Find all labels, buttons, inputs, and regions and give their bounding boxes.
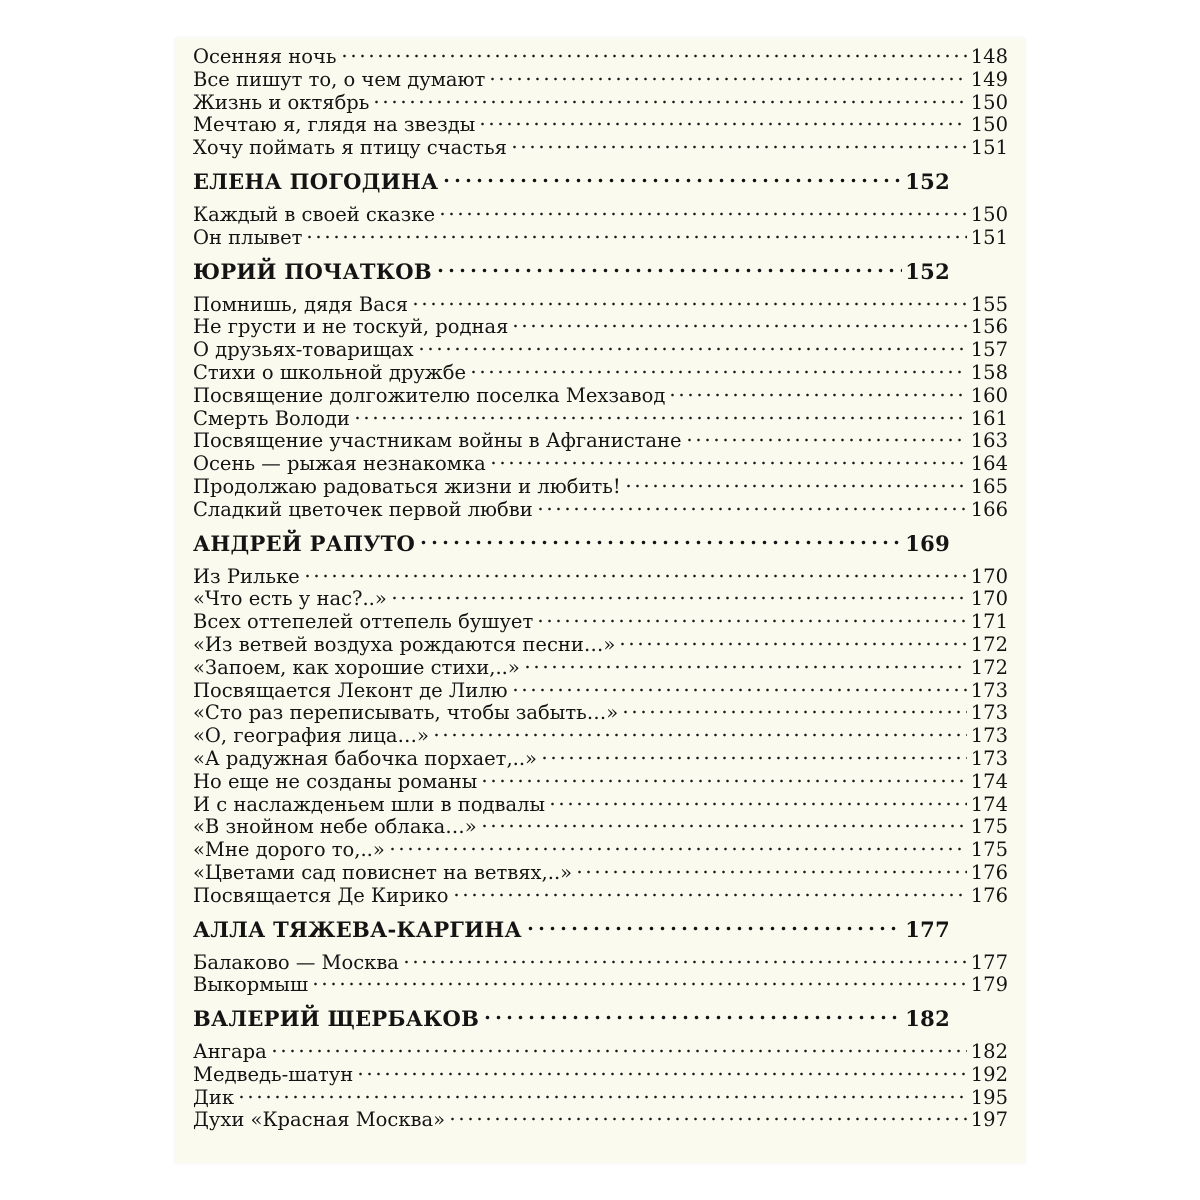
entry-title: Не грусти и не тоскуй, родная bbox=[193, 315, 509, 339]
entry-page-number: 163 bbox=[970, 429, 1008, 453]
entry-title: Осенняя ночь bbox=[193, 45, 337, 68]
toc-entry[interactable] bbox=[193, 611, 1008, 634]
toc-entry[interactable] bbox=[193, 862, 1008, 885]
toc-entry[interactable] bbox=[193, 816, 1008, 839]
entry-page-number: 151 bbox=[970, 136, 1008, 160]
dot-leader bbox=[523, 664, 967, 670]
entry-page-number: 174 bbox=[970, 792, 1008, 816]
entry-title: Из Рильке bbox=[193, 564, 300, 588]
entry-page-number: 171 bbox=[970, 610, 1008, 634]
dot-leader bbox=[402, 959, 967, 965]
author-name: ЕЛЕНА ПОГОДИНА bbox=[193, 168, 439, 194]
entry-page-number: 161 bbox=[970, 406, 1008, 430]
dot-leader bbox=[353, 415, 967, 421]
entry-page-number: 173 bbox=[970, 701, 1008, 725]
entry-page-number: 179 bbox=[970, 973, 1008, 997]
dot-leader bbox=[525, 925, 902, 932]
entry-page-number: 173 bbox=[970, 678, 1008, 702]
dot-leader bbox=[488, 76, 967, 82]
dot-leader bbox=[510, 144, 967, 150]
entry-title: Но еще не созданы романы bbox=[193, 769, 478, 793]
toc-entry[interactable] bbox=[193, 476, 1008, 499]
dot-leader bbox=[469, 369, 967, 375]
dot-leader bbox=[432, 732, 967, 738]
author-section bbox=[193, 256, 1008, 522]
entry-title: «Сто раз переписывать, чтобы забыть…» bbox=[193, 701, 619, 725]
entry-page-number: 175 bbox=[970, 838, 1008, 862]
toc-entry[interactable] bbox=[193, 430, 1008, 453]
author-page-number: 169 bbox=[905, 530, 950, 556]
author-name: ВАЛЕРИЙ ЩЕРБАКОВ bbox=[193, 1006, 480, 1032]
dot-leader bbox=[390, 595, 967, 601]
dot-leader bbox=[372, 99, 967, 105]
toc-entry[interactable] bbox=[193, 227, 1008, 250]
author-name: АНДРЕЙ РАПУТО bbox=[193, 530, 416, 556]
toc-entry[interactable] bbox=[193, 1041, 1008, 1064]
entry-page-number: 156 bbox=[970, 315, 1008, 339]
dot-leader bbox=[438, 211, 967, 217]
entry-title: Хочу поймать я птицу счастья bbox=[193, 136, 507, 160]
toc-entry[interactable] bbox=[193, 385, 1008, 408]
entry-group bbox=[193, 46, 1008, 160]
entry-page-number: 197 bbox=[970, 1108, 1008, 1132]
entry-page-number: 148 bbox=[970, 45, 1008, 68]
entry-title: «Мне дорого то,..» bbox=[193, 838, 385, 862]
author-section bbox=[193, 914, 1008, 998]
dot-leader bbox=[388, 846, 967, 852]
toc-entry[interactable] bbox=[193, 771, 1008, 794]
author-section bbox=[193, 1003, 1008, 1132]
dot-leader bbox=[511, 687, 967, 693]
entry-title: «Что есть у нас?..» bbox=[193, 587, 387, 611]
entry-page-number: 192 bbox=[970, 1062, 1008, 1086]
entry-page-number: 173 bbox=[970, 724, 1008, 748]
dot-leader bbox=[417, 346, 967, 352]
toc-entry[interactable] bbox=[193, 839, 1008, 862]
dot-leader bbox=[411, 301, 967, 307]
dot-leader bbox=[540, 755, 967, 761]
dot-leader bbox=[621, 709, 967, 715]
entry-title: Всех оттепелей оттепель бушует bbox=[193, 610, 534, 634]
entry-title: Помнишь, дядя Вася bbox=[193, 292, 409, 316]
toc-entry[interactable] bbox=[193, 499, 1008, 522]
entry-page-number: 149 bbox=[970, 67, 1008, 91]
toc-entry[interactable] bbox=[193, 408, 1008, 431]
toc-entry[interactable] bbox=[193, 339, 1008, 362]
toc-entry[interactable] bbox=[193, 114, 1008, 137]
author-page-number: 152 bbox=[905, 168, 950, 194]
toc-entry[interactable] bbox=[193, 1087, 1008, 1110]
entry-title: О друзьях-товарищах bbox=[193, 338, 414, 362]
dot-leader bbox=[685, 437, 967, 443]
toc-entry[interactable] bbox=[193, 952, 1008, 975]
entry-page-number: 160 bbox=[970, 383, 1008, 407]
entry-title: Стихи о школьной дружбе bbox=[193, 360, 467, 384]
author-heading[interactable] bbox=[193, 166, 950, 198]
author-page-number: 177 bbox=[905, 916, 950, 942]
entry-title: «Цветами сад повиснет на ветвях,..» bbox=[193, 860, 573, 884]
author-heading[interactable] bbox=[193, 1003, 950, 1035]
entry-page-number: 195 bbox=[970, 1085, 1008, 1109]
toc-entry[interactable] bbox=[193, 316, 1008, 339]
entry-title: Каждый в своей сказке bbox=[193, 202, 436, 226]
entry-page-number: 155 bbox=[970, 292, 1008, 316]
dot-leader bbox=[536, 618, 967, 624]
toc-entry[interactable] bbox=[193, 974, 1008, 997]
dot-leader bbox=[489, 460, 967, 466]
entry-title: Посвящение участникам войны в Афганистане bbox=[193, 429, 682, 453]
entry-title: «О, география лица…» bbox=[193, 724, 429, 748]
entry-page-number: 182 bbox=[970, 1040, 1008, 1064]
entry-title: Духи «Красная Москва» bbox=[193, 1108, 446, 1132]
dot-leader bbox=[311, 981, 967, 987]
entry-page-number: 173 bbox=[970, 746, 1008, 770]
dot-leader bbox=[548, 801, 967, 807]
dot-leader bbox=[356, 1071, 967, 1077]
entry-title: Жизнь и октябрь bbox=[193, 90, 370, 114]
dot-leader bbox=[511, 323, 967, 329]
author-name: ЮРИЙ ПОЧАТКОВ bbox=[193, 258, 432, 284]
entry-title: Все пишут то, о чем думают bbox=[193, 67, 486, 91]
dot-leader bbox=[624, 483, 967, 489]
author-section bbox=[193, 528, 1008, 908]
entry-title: Выкормыш bbox=[193, 973, 309, 997]
dot-leader bbox=[618, 641, 967, 647]
toc-entry[interactable] bbox=[193, 748, 1008, 771]
toc-entry[interactable] bbox=[193, 46, 1008, 69]
dot-leader bbox=[575, 869, 967, 875]
dot-leader bbox=[478, 121, 967, 127]
author-section bbox=[193, 166, 1008, 250]
toc-entry[interactable] bbox=[193, 1064, 1008, 1087]
entry-title: Балаково — Москва bbox=[193, 950, 399, 974]
entry-title: Ангара bbox=[193, 1040, 267, 1064]
entry-page-number: 177 bbox=[970, 950, 1008, 974]
entry-title: «Запоем, как хорошие стихи,..» bbox=[193, 655, 520, 679]
toc-entry[interactable] bbox=[193, 137, 1008, 160]
author-page-number: 182 bbox=[905, 1006, 950, 1032]
dot-leader bbox=[340, 53, 968, 59]
toc-entry[interactable] bbox=[193, 453, 1008, 476]
dot-leader bbox=[237, 1094, 967, 1100]
dot-leader bbox=[270, 1048, 967, 1054]
entry-page-number: 176 bbox=[970, 883, 1008, 907]
entry-page-number: 150 bbox=[970, 90, 1008, 114]
dot-leader bbox=[452, 892, 967, 898]
entry-page-number: 175 bbox=[970, 815, 1008, 839]
entry-page-number: 150 bbox=[970, 202, 1008, 226]
author-name: АЛЛА ТЯЖЕВА-КАРГИНА bbox=[193, 916, 522, 942]
dot-leader bbox=[482, 1014, 902, 1021]
toc-entry[interactable] bbox=[193, 725, 1008, 748]
entry-title: Медведь-шатун bbox=[193, 1062, 354, 1086]
toc-entry[interactable] bbox=[193, 588, 1008, 611]
toc-entry[interactable] bbox=[193, 69, 1008, 92]
entry-page-number: 170 bbox=[970, 564, 1008, 588]
entry-title: Дик bbox=[193, 1085, 235, 1109]
entry-title: И с наслажденьем шли в подвалы bbox=[193, 792, 546, 816]
entry-title: Продолжаю радоваться жизни и любить! bbox=[193, 474, 621, 498]
author-heading[interactable] bbox=[193, 528, 950, 560]
dot-leader bbox=[668, 392, 967, 398]
author-page-number: 152 bbox=[905, 258, 950, 284]
entry-title: «В знойном небе облака…» bbox=[193, 815, 477, 839]
entry-page-number: 164 bbox=[970, 452, 1008, 476]
toc-entry[interactable] bbox=[193, 566, 1008, 589]
dot-leader bbox=[441, 177, 902, 184]
entry-title: Осень — рыжая незнакомка bbox=[193, 452, 486, 476]
entry-page-number: 151 bbox=[970, 225, 1008, 249]
dot-leader bbox=[536, 506, 967, 512]
dot-leader bbox=[480, 823, 967, 829]
entry-title: Посвящение долгожителю поселка Мехзавод bbox=[193, 383, 666, 407]
author-heading[interactable] bbox=[193, 256, 950, 288]
toc-entry[interactable] bbox=[193, 680, 1008, 703]
entry-title: Он плывет bbox=[193, 225, 303, 249]
toc-entry[interactable] bbox=[193, 634, 1008, 657]
dot-leader bbox=[448, 1116, 967, 1122]
toc-entry[interactable] bbox=[193, 294, 1008, 317]
entry-title: Посвящается Леконт де Лилю bbox=[193, 678, 508, 702]
toc-entry[interactable] bbox=[193, 92, 1008, 115]
entry-page-number: 165 bbox=[970, 474, 1008, 498]
toc-entry[interactable] bbox=[193, 885, 1008, 908]
entry-page-number: 170 bbox=[970, 587, 1008, 611]
dot-leader bbox=[435, 267, 902, 274]
entry-page-number: 166 bbox=[970, 497, 1008, 521]
entry-title: Мечтаю я, глядя на звезды bbox=[193, 113, 476, 137]
entry-page-number: 172 bbox=[970, 632, 1008, 656]
entry-title: «Из ветвей воздуха рождаются песни…» bbox=[193, 632, 616, 656]
table-of-contents bbox=[193, 46, 1008, 1132]
entry-page-number: 174 bbox=[970, 769, 1008, 793]
dot-leader bbox=[305, 234, 967, 240]
entry-page-number: 150 bbox=[970, 113, 1008, 137]
author-heading[interactable] bbox=[193, 914, 950, 946]
entry-title: Посвящается Де Кирико bbox=[193, 883, 449, 907]
entry-page-number: 157 bbox=[970, 338, 1008, 362]
entry-page-number: 172 bbox=[970, 655, 1008, 679]
toc-entry[interactable] bbox=[193, 657, 1008, 680]
dot-leader bbox=[418, 539, 902, 546]
entry-title: Сладкий цветочек первой любви bbox=[193, 497, 533, 521]
entry-title: Смерть Володи bbox=[193, 406, 350, 430]
toc-entry[interactable] bbox=[193, 702, 1008, 725]
entry-page-number: 158 bbox=[970, 360, 1008, 384]
entry-title: «А радужная бабочка порхает,..» bbox=[193, 746, 537, 770]
toc-entry[interactable] bbox=[193, 204, 1008, 227]
toc-entry[interactable] bbox=[193, 362, 1008, 385]
toc-entry[interactable] bbox=[193, 794, 1008, 817]
toc-entry[interactable] bbox=[193, 1109, 1008, 1132]
entry-page-number: 176 bbox=[970, 860, 1008, 884]
dot-leader bbox=[480, 778, 967, 784]
dot-leader bbox=[303, 573, 967, 579]
